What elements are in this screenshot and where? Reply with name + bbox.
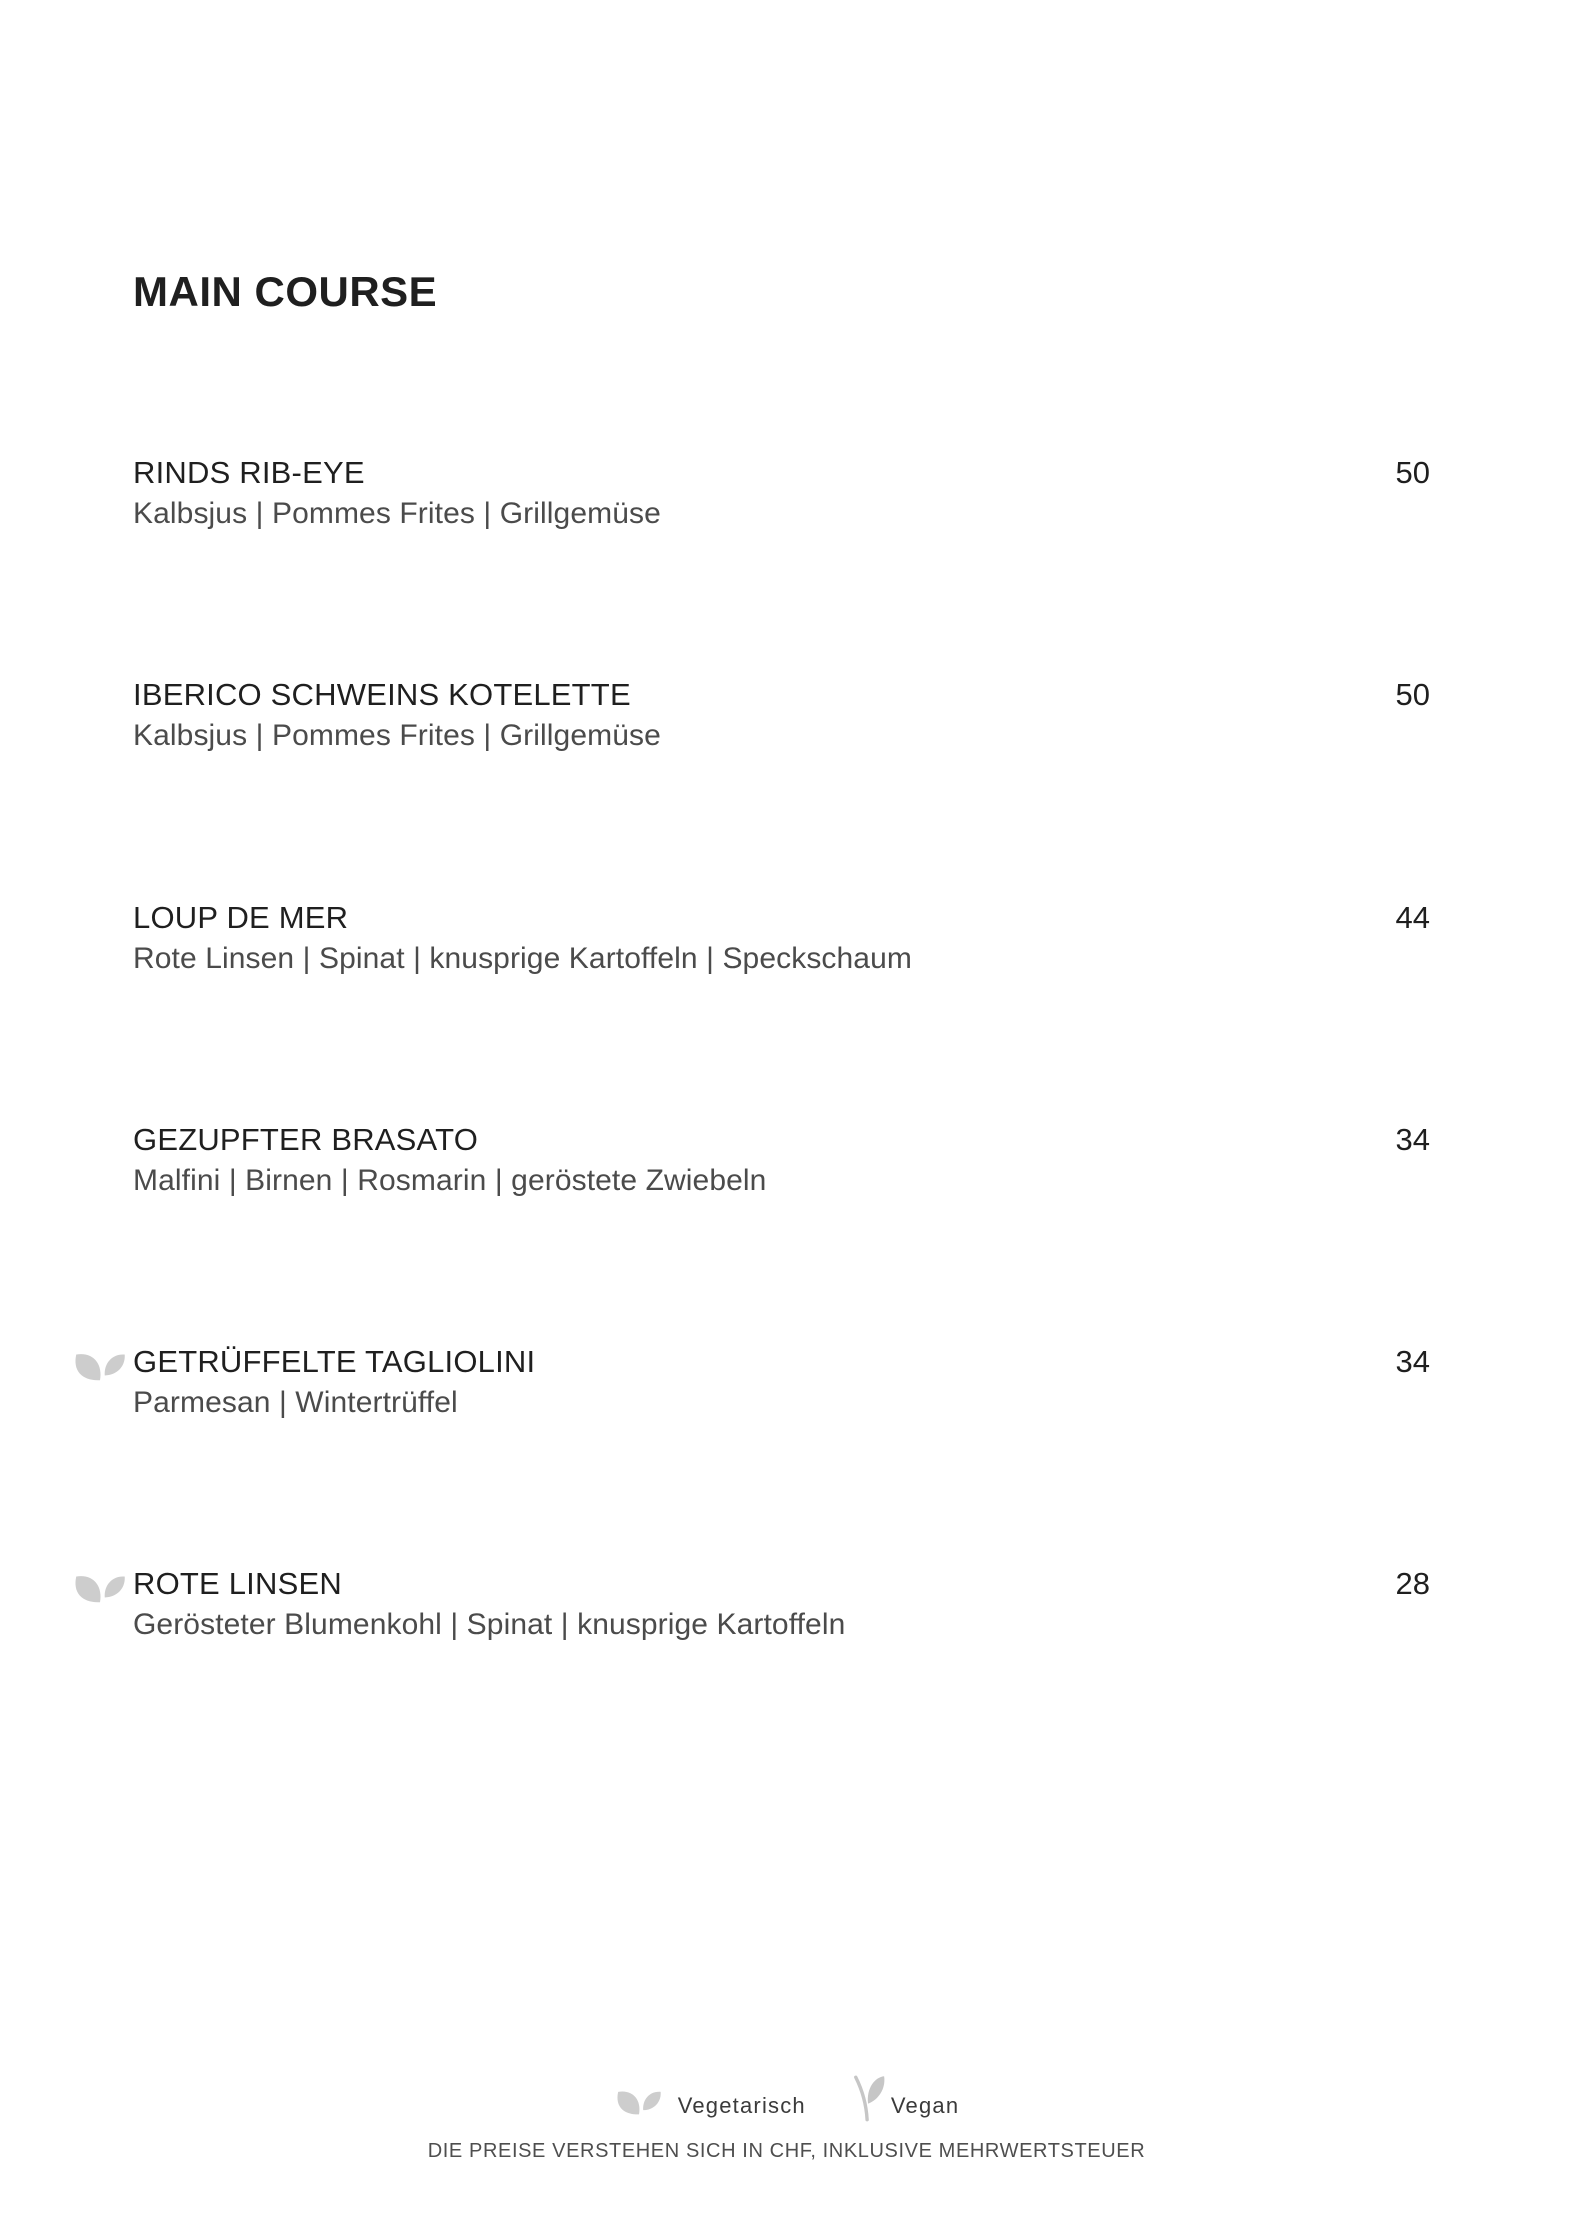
menu-item	[133, 1122, 1430, 1198]
item-header	[133, 677, 1430, 713]
menu-item	[133, 1344, 1430, 1420]
item-price: 34	[1395, 1122, 1430, 1157]
menu-item	[133, 455, 1430, 531]
diet-legend	[0, 2058, 1573, 2120]
item-name: RINDS RIB-EYE	[133, 455, 365, 490]
page-title: MAIN COURSE	[133, 268, 438, 315]
item-price: 28	[1395, 1566, 1430, 1601]
item-name: GEZUPFTER BRASATO	[133, 1122, 479, 1157]
item-header	[133, 455, 1430, 491]
legend-vegan-label: Vegan	[890, 2093, 960, 2118]
legend-vegetarian-label: Vegetarisch	[677, 2093, 806, 2118]
vegetarian-leaves-icon	[614, 2084, 664, 2118]
item-name: GETRÜFFELTE TAGLIOLINI	[133, 1344, 536, 1379]
legend-vegan	[852, 2073, 959, 2120]
price-disclaimer: DIE PREISE VERSTEHEN SICH IN CHF, INKLUSIVE MEHRWERTSTEUER	[427, 2140, 1146, 2162]
item-name: LOUP DE MER	[133, 900, 349, 935]
item-description: Malfini | Birnen | Rosmarin | geröstete Zwiebeln	[133, 1164, 767, 1197]
item-header	[133, 1566, 1430, 1602]
item-header	[133, 1344, 1430, 1380]
legend-vegetarian	[614, 2084, 806, 2120]
menu-item	[133, 900, 1430, 976]
item-description: Kalbsjus | Pommes Frites | Grillgemüse	[133, 497, 661, 530]
item-name: ROTE LINSEN	[133, 1566, 342, 1601]
item-description: Parmesan | Wintertrüffel	[133, 1386, 458, 1419]
item-description: Gerösteter Blumenkohl | Spinat | knusprige Kartoffeln	[133, 1608, 846, 1641]
item-header	[133, 1122, 1430, 1158]
item-header	[133, 900, 1430, 936]
item-price: 44	[1395, 900, 1430, 935]
item-price: 34	[1395, 1344, 1430, 1379]
item-description: Kalbsjus | Pommes Frites | Grillgemüse	[133, 719, 661, 752]
item-price: 50	[1395, 455, 1430, 490]
item-name: IBERICO SCHWEINS KOTELETTE	[133, 677, 631, 712]
vegetarian-leaves-icon	[71, 1568, 129, 1606]
menu-item	[133, 1566, 1430, 1642]
item-description: Rote Linsen | Spinat | knusprige Kartoffeln | Speckschaum	[133, 942, 912, 975]
menu-item	[133, 677, 1430, 753]
vegetarian-leaves-icon	[71, 1346, 129, 1384]
vegan-sprout-icon	[852, 2073, 886, 2123]
item-price: 50	[1395, 677, 1430, 712]
